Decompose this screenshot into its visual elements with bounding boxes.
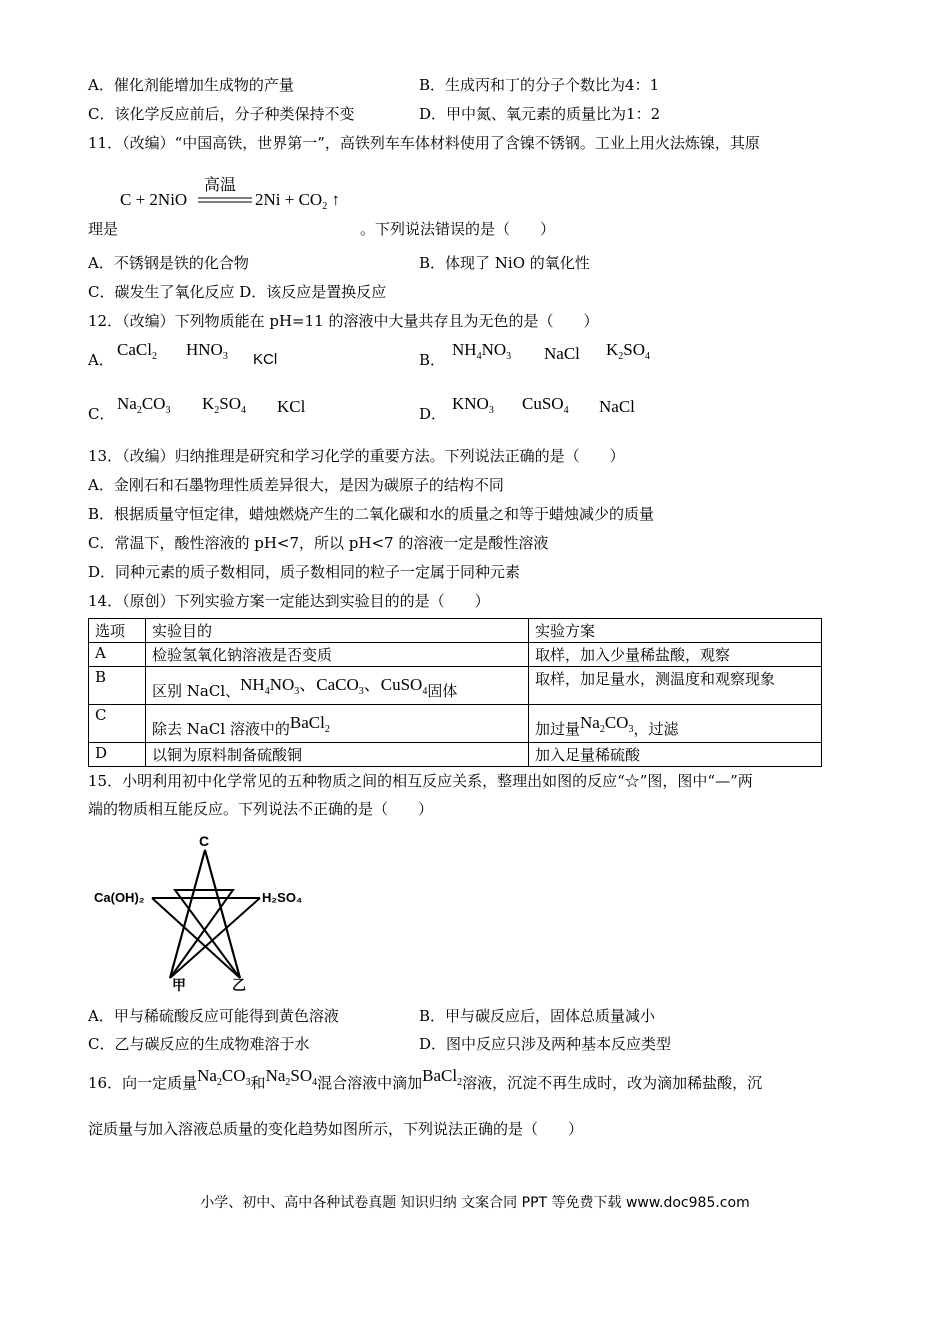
q15-option-b: B．甲与碳反应后，固体总质量减小 xyxy=(419,1007,656,1025)
table-row xyxy=(89,743,822,767)
formula-kcl: KCl xyxy=(277,397,306,416)
q15-option-a: A．甲与稀硫酸反应可能得到黄色溶液 xyxy=(88,1007,339,1025)
q13-stem: 13．（改编）归纳推理是研究和学习化学的重要方法。下列说法正确的是（ ） xyxy=(88,447,625,465)
formula-hno3: $HNO_3$ xyxy=(186,340,228,362)
formula-na2co3: $Na_2CO_3$ xyxy=(117,394,171,416)
equation-left: C + 2NiO xyxy=(120,190,188,209)
q16-stem-line2: 淀质量与加入溶液总质量的变化趋势如图所示，下列说法正确的是（ ） xyxy=(88,1120,584,1138)
q11-option-b: B．体现了 NiO 的氧化性 xyxy=(419,254,590,272)
table-row xyxy=(89,667,822,705)
table-cell-option: A xyxy=(89,643,146,667)
experiment-table xyxy=(88,618,822,767)
q13-option-b: B．根据质量守恒定律，蜡烛燃烧产生的二氧化碳和水的质量之和等于蜡烛减少的质量 xyxy=(88,505,655,523)
q11-stem-prefix: 理是 xyxy=(88,220,119,238)
formula-nh4no3: $NH_4NO_3$ xyxy=(452,340,512,362)
q12-option-a-label: A． xyxy=(88,351,114,369)
q15-option-d: D．图中反应只涉及两种基本反应类型 xyxy=(419,1035,672,1053)
q11-option-cd: C．碳发生了氧化反应 D．该反应是置换反应 xyxy=(88,283,387,301)
diagram-label-right: H₂SO₄ xyxy=(262,890,303,905)
q15-option-c: C．乙与碳反应的生成物难溶于水 xyxy=(88,1035,310,1053)
q15-stem: 端的物质相互能反应。下列说法不正确的是（ ） xyxy=(88,800,434,818)
q12-stem: 12．（改编）下列物质能在 pH=11 的溶液中大量共存且为无色的是（ ） xyxy=(88,312,599,330)
table-header: 选项 xyxy=(89,619,146,643)
equation-equals-sign xyxy=(198,196,252,204)
diagram-label-top: C xyxy=(199,833,210,849)
q11-stem: 11．（改编）“中国高铁，世界第一”，高铁列车车体材料使用了含镍不锈钢。工业上用火法炼镍，其原 xyxy=(88,134,760,152)
q10-option-a: A．催化剂能增加生成物的产量 xyxy=(88,76,294,94)
formula-nacl: NaCl xyxy=(544,344,580,363)
formula-kcl: KCl xyxy=(253,351,278,368)
table-row xyxy=(89,643,822,667)
table-cell-plan: 加过量$Na_2CO_3$，过滤 xyxy=(529,705,822,743)
formula-k2so4: $K_2SO_4$ xyxy=(202,394,247,416)
q11-option-a: A．不锈钢是铁的化合物 xyxy=(88,254,249,272)
table-cell-option: C xyxy=(89,705,146,743)
q12-option-d-label: D． xyxy=(419,405,447,423)
q12-option-b-label: B． xyxy=(419,351,446,369)
formula-cuso4: CuSO$_4$ xyxy=(522,394,569,416)
formula-k2so4: $K_2SO_4$ xyxy=(606,340,651,362)
q13-option-d: D．同种元素的质子数相同，质子数相同的粒子一定属于同种元素 xyxy=(88,563,521,581)
q10-option-b: B．生成丙和丁的分子个数比为4：1 xyxy=(419,76,660,94)
diagram-label-bottom-right: 乙 xyxy=(232,978,246,994)
table-header: 实验目的 xyxy=(146,619,529,643)
q13-option-c: C．常温下，酸性溶液的 pH<7，所以 pH<7 的溶液一定是酸性溶液 xyxy=(88,534,549,552)
q12-option-c-label: C． xyxy=(88,405,115,423)
table-cell-option: B xyxy=(89,667,146,705)
table-header: 实验方案 xyxy=(529,619,822,643)
reaction-star-diagram xyxy=(90,830,320,995)
table-cell-aim: 以铜为原料制备硫酸铜 xyxy=(146,743,529,767)
diagram-label-bottom-left: 甲 xyxy=(172,978,186,994)
q13-option-a: A．金刚石和石墨物理性质差异很大，是因为碳原子的结构不同 xyxy=(88,476,504,494)
table-cell-aim: 检验氢氧化钠溶液是否变质 xyxy=(146,643,529,667)
formula-cacl2: CaCl$_2$ xyxy=(117,340,157,362)
q11-stem-suffix: 。下列说法错误的是（ ） xyxy=(360,220,556,238)
table-header-row xyxy=(89,619,822,643)
diagram-label-left: Ca(OH)₂ xyxy=(94,890,145,905)
q10-option-d: D．甲中氮、氧元素的质量比为1：2 xyxy=(419,105,661,123)
q10-option-c: C．该化学反应前后，分子种类保持不变 xyxy=(88,105,355,123)
table-cell-aim: 除去 NaCl 溶液中的BaCl$_2$ xyxy=(146,705,529,743)
formula-kno3: $KNO_3$ xyxy=(452,394,494,416)
page-footer: 小学、初中、高中各种试卷真题 知识归纳 文案合同 PPT 等免费下载 www.doc985.com xyxy=(200,1195,750,1211)
table-row xyxy=(89,705,822,743)
q15-stem: 15．小明利用初中化学常见的五种物质之间的相互反应关系，整理出如图的反应“☆”图，图中“—”两 xyxy=(88,772,753,790)
table-cell-option: D xyxy=(89,743,146,767)
table-cell-plan: 加入足量稀硫酸 xyxy=(529,743,822,767)
table-cell-plan: 取样，加入少量稀盐酸，观察 xyxy=(529,643,822,667)
formula-nacl: NaCl xyxy=(599,397,635,416)
q14-stem: 14．（原创）下列实验方案一定能达到实验目的的是（ ） xyxy=(88,592,490,610)
q16-stem-line1: 16．向一定质量$Na_2CO_3$和$Na_2SO_4$混合溶液中滴加BaCl$_2$溶液，沉淀不再生成时，改为滴加稀盐酸，沉 xyxy=(88,1066,763,1092)
table-cell-aim: 区别 NaCl、$NH_4NO_3$、CaCO$_3$、CuSO$_4$固体 xyxy=(146,667,529,705)
table-cell-plan: 取样，加足量水，测温度和观察现象 xyxy=(529,667,822,705)
equation-right: $2Ni + CO_2$ ↑ xyxy=(255,190,340,212)
equation-condition: 高温 xyxy=(204,177,237,194)
